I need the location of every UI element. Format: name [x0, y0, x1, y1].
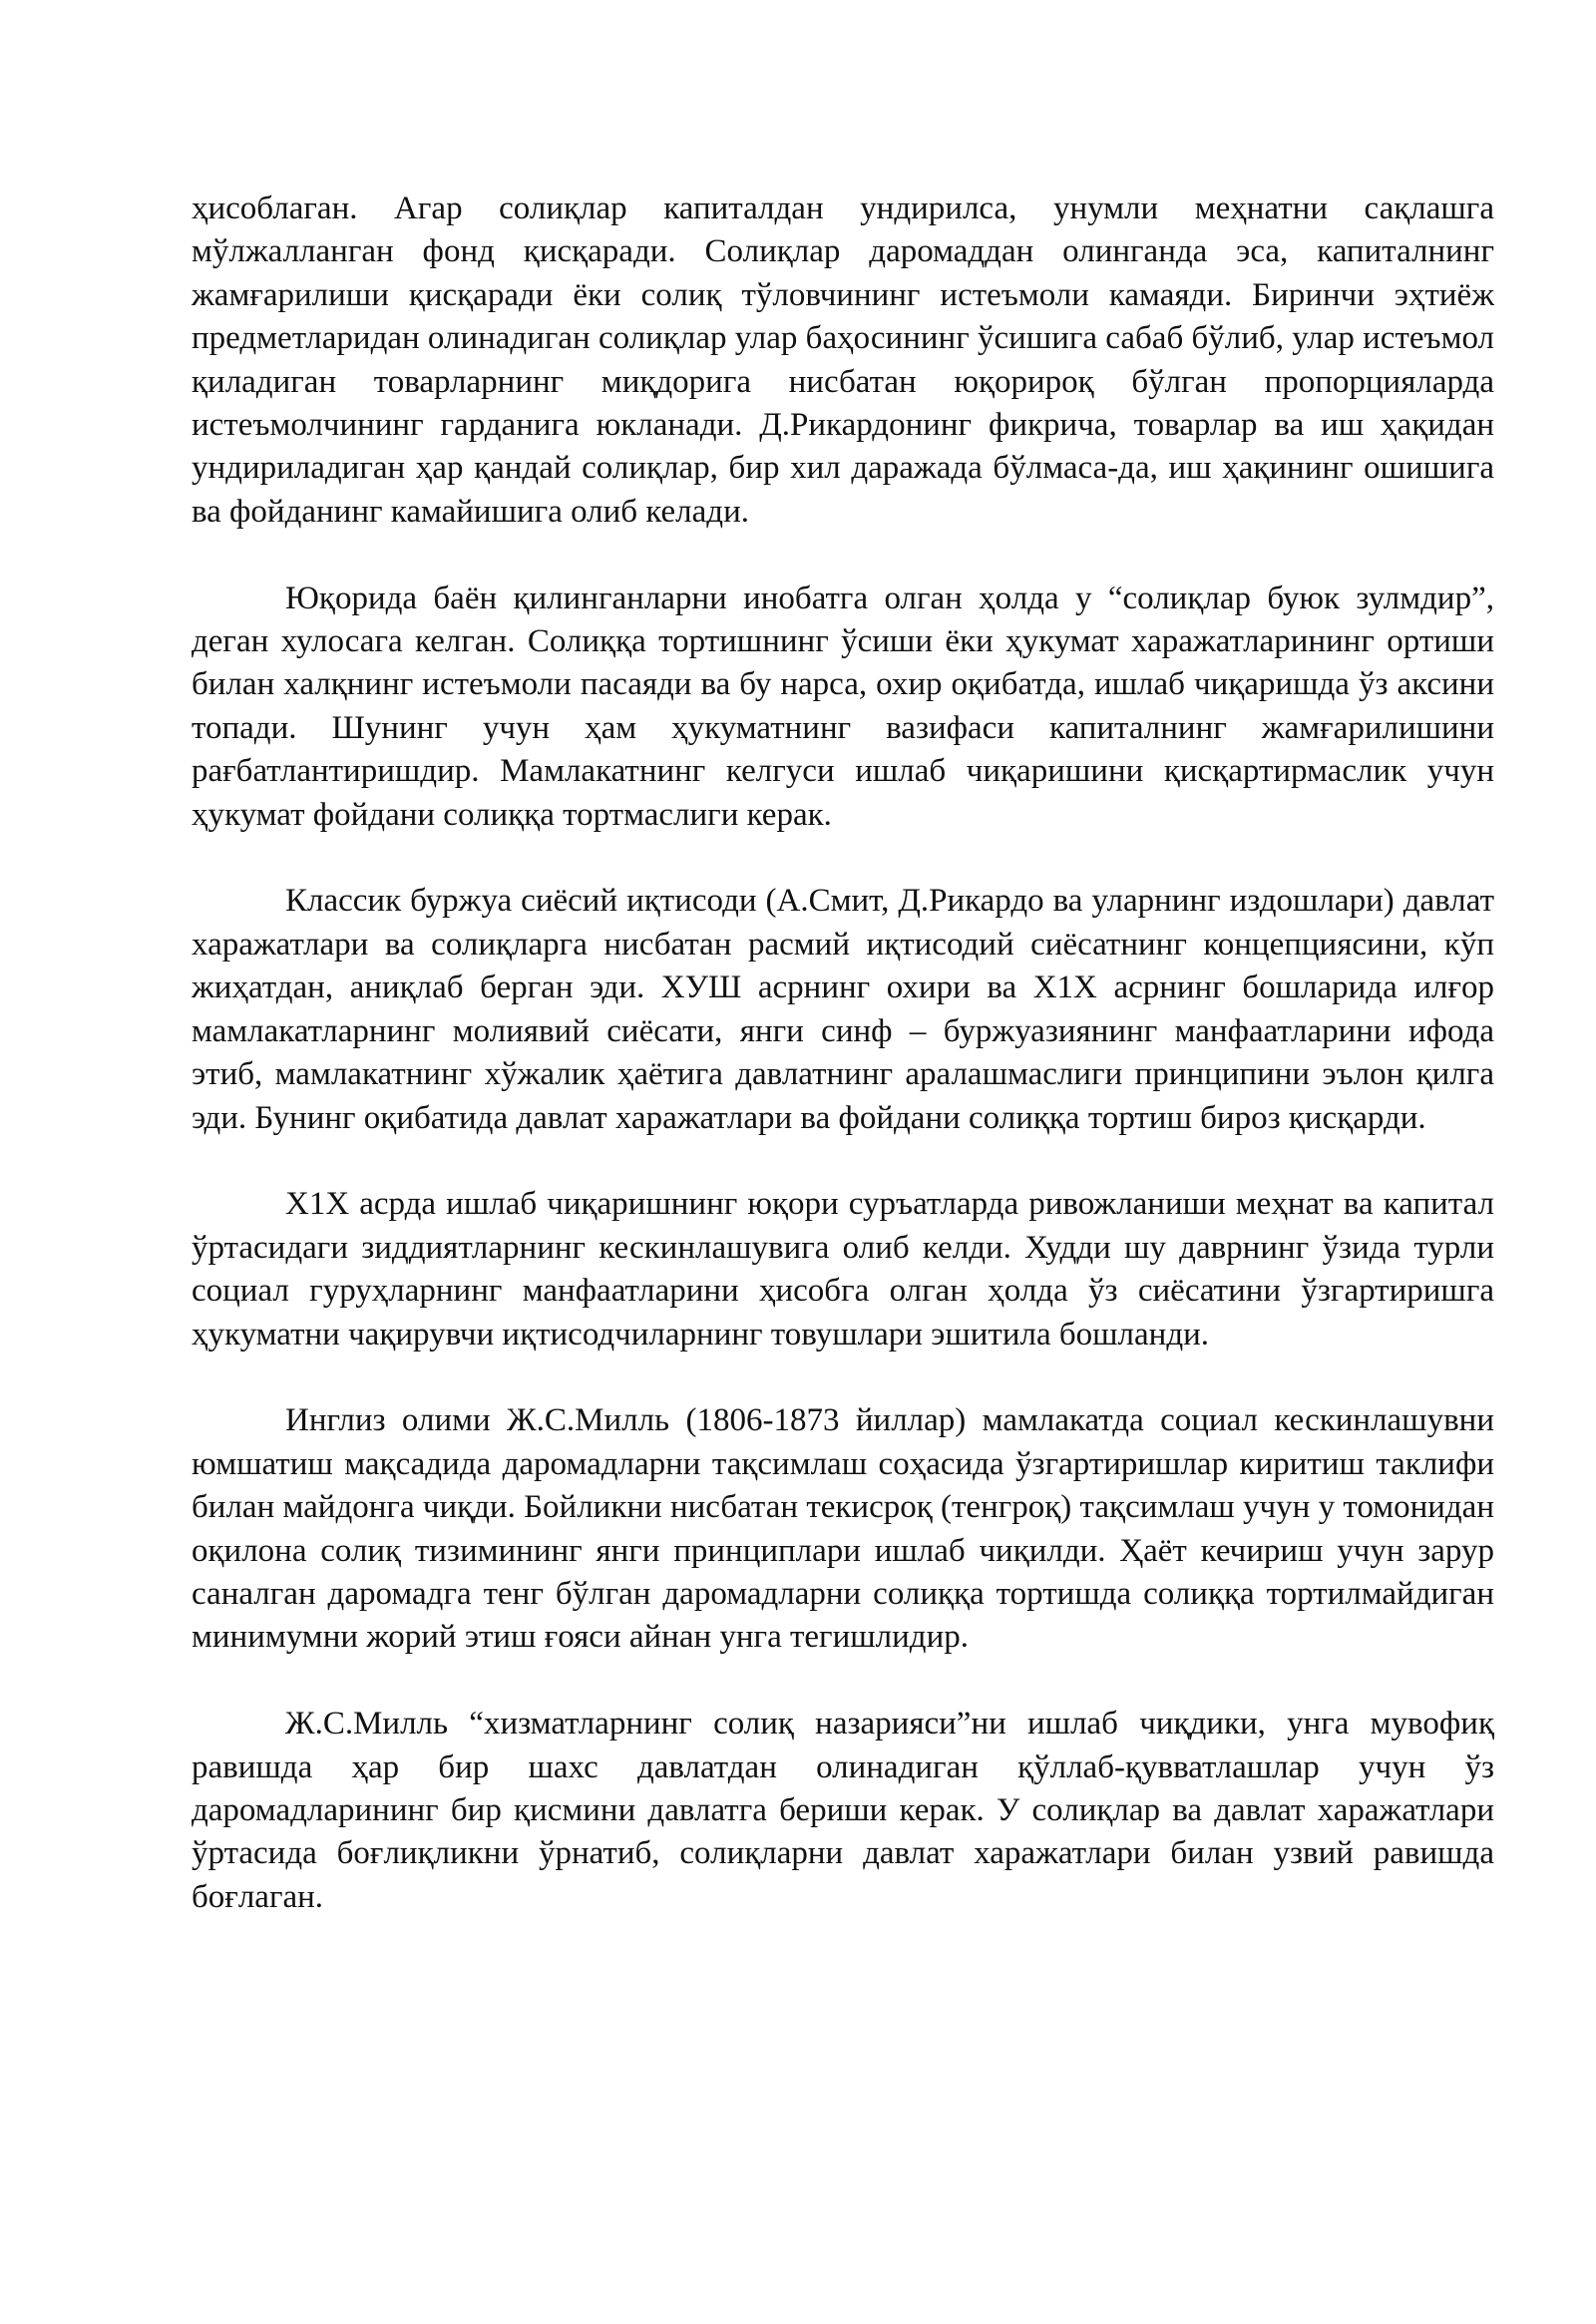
- document-body: [192, 188, 1494, 1963]
- paragraph-ricardo-conclusion: Юқорида баён қилинганларни инобатга олган ҳолда у “солиқлар буюк зулмдир”, деган хулосага келган. Солиққа тортишнинг ўсиши ёки ҳукумат харажатларининг ортиши билан халқнинг истеъмоли пасаяди ва бу нарса, охир оқибатда, ишлаб чиқаришда ўз аксини топади. Шунинг учун ҳам ҳукуматнинг вазифаси капиталнинг жамғарилишини рағбатлантиришдир. Мамлакатнинг келгуси ишлаб чиқаришини қисқартирмаслик учун ҳукумат фойдани солиққа тортмаслиги керак.: [192, 580, 1494, 833]
- paragraph-continued: ҳисоблаган. Агар солиқлар капиталдан ундирилса, унумли меҳнатни сақлашга мўлжалланган фонд қисқаради. Солиқлар даромаддан олинганда эса, капиталнинг жамғарилиши қисқаради ёки солиқ тўловчининг истеъмоли камаяди. Биринчи эҳтиёж предметларидан олинадиган солиқлар улар баҳосининг ўсишига сабаб бўлиб, улар истеъмол қиладиган товарларнинг миқдорига нисбатан юқорироқ бўлган пропорцияларда истеъмолчининг гарданига юкланади. Д.Рикардонинг фикрича, товарлар ва иш ҳақидан ундириладиган ҳар қандай солиқлар, бир хил даражада бўлмаса-да, иш ҳақининг ошишига ва фойданинг камайишига олиб келади.: [192, 191, 1494, 530]
- paragraph-classical-economy: Классик буржуа сиёсий иқтисоди (А.Смит, Д.Рикардо ва уларнинг издошлари) давлат харажатлари ва солиқларга нисбатан расмий иқтисодий сиёсатнинг концепциясини, кўп жиҳатдан, аниқлаб берган эди. ХУШ асрнинг охири ва Х1Х асрнинг бошларида илғор мамлакатларнинг молиявий сиёсати, янги синф – буржуазиянинг манфаатларини ифода этиб, мамлакатнинг хўжалик ҳаётига давлатнинг аралашмаслиги принципини эълон қилга эди. Бунинг оқибатида давлат харажатлари ва фойдани солиққа тортиш бироз қисқарди.: [192, 883, 1494, 1136]
- paragraph-mill-intro: Инглиз олими Ж.С.Милль (1806-1873 йиллар) мамлакатда социал кескинлашувни юмшатиш мақсадида даромадларни тақсимлаш соҳасида ўзгартиришлар киритиш таклифи билан майдонга чиқди. Бойликни нисбатан текисроқ (тенгроқ) тақсимлаш учун у томонидан оқилона солиқ тизимининг янги принциплари ишлаб чиқилди. Ҳаёт кечириш учун зарур саналган даромадга тенг бўлган даромадларни солиққа тортишда солиққа тортилмайдиган минимумни жорий этиш ғояси айнан унга тегишлидир.: [192, 1402, 1494, 1656]
- paragraph-19th-century: Х1Х асрда ишлаб чиқаришнинг юқори суръатларда ривожланиши меҳнат ва капитал ўртасидаги зиддиятларнинг кескинлашувига олиб келди. Худди шу даврнинг ўзида турли социал гуруҳларнинг манфаатларини ҳисобга олган ҳолда ўз сиёсатини ўзгартиришга ҳукуматни чақирувчи иқтисодчиларнинг товушлари эшитила бошланди.: [192, 1186, 1494, 1353]
- paragraph-mill-theory: Ж.С.Милль “хизматларнинг солиқ назарияси”ни ишлаб чиқдики, унга мувофиқ равишда ҳар бир шахс давлатдан олинадиган қўллаб-қувватлашлар учун ўз даромадларининг бир қисмини давлатга бериши керак. У солиқлар ва давлат харажатлари ўртасида боғлиқликни ўрнатиб, солиқларни давлат харажатлари билан узвий равишда боғлаган.: [192, 1706, 1494, 1915]
